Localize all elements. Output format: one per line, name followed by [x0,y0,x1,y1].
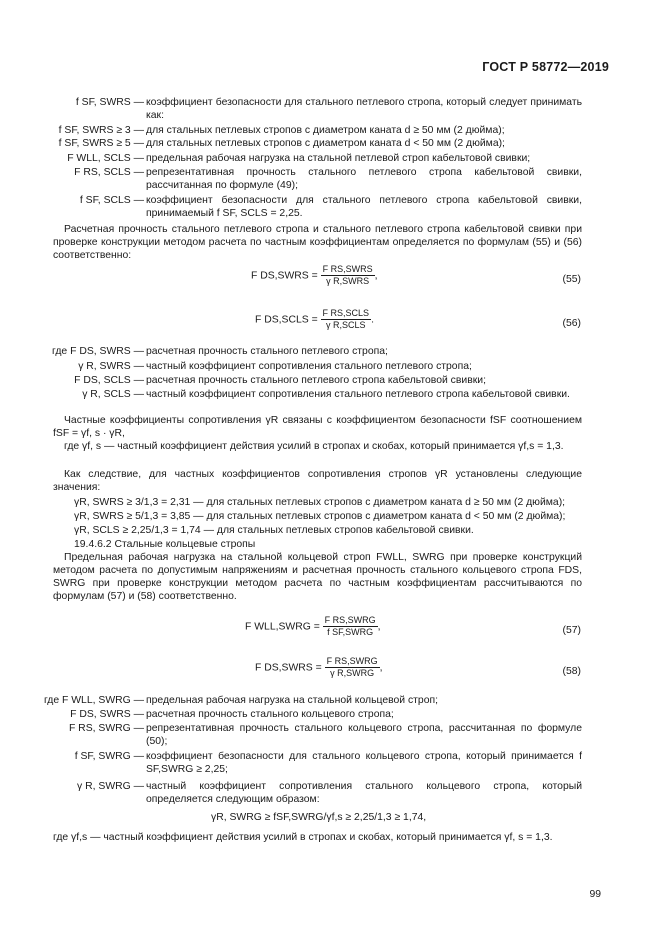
def2-description: расчетная прочность стального петлевого стропа; [146,346,388,357]
paragraph-gamma-fs: где γf, s — частный коэффициент действия усилий в стропах и скобах, который принимается γf,s = 1,3. [64,441,564,452]
value-line-3: γR, SCLS ≥ 2,25/1,3 = 1,74 — для стальных петлевых стропов кабельтовой свивки. [74,525,474,536]
def2-description: расчетная прочность стального петлевого стропа кабельтовой свивки; [146,375,486,386]
def1-description: предельная рабочая нагрузка на стальной петлевой строп кабельтовой свивки; [146,153,531,164]
eq56-denominator: γ R,SCLS [326,320,366,330]
def1-symbol: f SF, SWRS ≥ 3 — [58,125,144,136]
def2-symbol: где F DS, SWRS — [52,346,144,357]
equation-55 [251,264,377,287]
paragraph-resistance-coeffs: Частные коэффициенты сопротивления γR связаны с коэффициентом безопасности fSF соотношением fSF = γf, s · γR, [53,415,582,439]
def1-symbol: f SF, SWRS ≥ 5 — [58,138,144,149]
eq55-numerator: F RS,SWRS [322,264,373,274]
page-number: 99 [589,889,601,900]
def3-symbol: F RS, SWRG — [68,723,144,734]
def1-symbol: F RS, SCLS — [74,167,144,178]
eq56-punct: . [371,314,374,326]
paragraph-final: где γf,s — частный коэффициент действия усилий в стропах и скобах, который принимается γf, s = 1,3. [53,832,553,843]
def2-symbol: γ R, SCLS — [82,389,144,400]
value-line-1: γR, SWRS ≥ 3/1,3 = 2,31 — для стальных петлевых стропов с диаметром каната d ≥ 50 мм (2 дюйма); [74,497,566,508]
eq57-punct: , [377,621,381,633]
def3-symbol: где F WLL, SWRG — [43,695,144,706]
eq56-numerator: F RS,SCLS [322,308,370,318]
def1-description: репрезентативная прочность стального петлевого стропа кабельтовой свивки, рассчитанная по формуле (49); [146,167,582,191]
def1-symbol: F WLL, SCLS — [67,153,144,164]
eq58-lhs: F DS,SWRS = [255,662,322,674]
def3-description: коэффициент безопасности для стального кольцевого стропа, который принимается f SF,SWRG ≥ 2,25; [146,751,582,775]
eq55-lhs: F DS,SWRS = [251,270,318,282]
def3-description: предельная рабочая нагрузка на стальной кольцевой строп; [146,695,438,706]
eq55-punct: , [374,270,378,282]
eq58-numerator: F RS,SWRG [326,656,378,666]
eq58-denominator: γ R,SWRG [330,668,375,678]
def1-symbol: f SF, SCLS — [79,195,144,206]
def1-description: коэффициент безопасности для стального петлевого стропа кабельтовой свивки, принимаемый f SF, SCLS = 2,25. [146,195,582,219]
equation-57 [245,615,381,638]
def3-description: репрезентативная прочность стального кольцевого стропа, рассчитанная по формуле (50); [146,723,582,747]
def2-description: частный коэффициент сопротивления стального петлевого стропа; [146,361,472,372]
value-line-2: γR, SWRS ≥ 5/1,3 = 3,85 — для стальных петлевых стропов с диаметром каната d < 50 мм (2 дюйма); [74,511,566,522]
formula-gamma-r-swrg: γR, SWRG ≥ fSF,SWRG/γf,s ≥ 2,25/1,3 ≥ 1,74, [211,812,427,823]
def1-description: коэффициент безопасности для стального петлевого стропа, который следует принимать как: [146,97,582,121]
def1-symbol: f SF, SWRS — [75,97,144,108]
eq57-denominator: f SF,SWRG [327,627,374,637]
equation-number-55: (55) [562,274,581,285]
def2-description: частный коэффициент сопротивления стального петлевого стропа кабельтовой свивки. [146,389,570,400]
eq58-punct: , [379,662,383,674]
def3-symbol: F DS, SWRS — [70,709,144,720]
equation-number-58: (58) [562,666,581,677]
equation-58 [255,656,382,679]
def2-symbol: γ R, SWRS — [78,361,144,372]
eq57-lhs: F WLL,SWRG = [245,621,320,633]
document-header: ГОСТ Р 58772—2019 [482,60,609,74]
paragraph-consequence: Как следствие, для частных коэффициентов сопротивления стропов γR установлены следующие значения: [53,469,582,493]
def3-description: расчетная прочность стального кольцевого стропа; [146,709,394,720]
def1-description: для стальных петлевых стропов с диаметром каната d ≥ 50 мм (2 дюйма); [146,125,505,136]
def2-symbol: F DS, SCLS — [74,375,144,386]
eq56-lhs: F DS,SCLS = [255,314,318,326]
paragraph-ring-slings: Предельная рабочая нагрузка на стальной кольцевой строп FWLL, SWRG при проверке конструкций методом расчета по допустимым напряжениям и расчетная прочность стального кольцевого стропа FDS, SWRG при проверке конструкции методом расчета по частным коэффициентам рассчитываются по формулам (57) и (58) соответственно. [53,552,582,602]
eq55-denominator: γ R,SWRS [326,276,370,286]
equation-number-56: (56) [562,318,581,329]
equation-56 [255,308,374,331]
paragraph-formulas-intro: Расчетная прочность стального петлевого стропа и стального петлевого стропа кабельтовой свивки при проверке конструкции методом расчета по частным коэффициентам определяется по формулам (55) и (56) соответственно: [53,224,582,261]
def1-description: для стальных петлевых стропов с диаметром каната d < 50 мм (2 дюйма); [146,138,505,149]
section-heading: 19.4.6.2 Стальные кольцевые стропы [74,539,256,550]
equation-number-57: (57) [562,625,581,636]
def3-description: частный коэффициент сопротивления стального кольцевого стропа, который определяется следующим образом: [146,781,582,805]
eq57-numerator: F RS,SWRG [324,615,376,625]
def3-symbol: f SF, SWRG — [74,751,144,762]
def3-symbol: γ R, SWRG — [77,781,144,792]
